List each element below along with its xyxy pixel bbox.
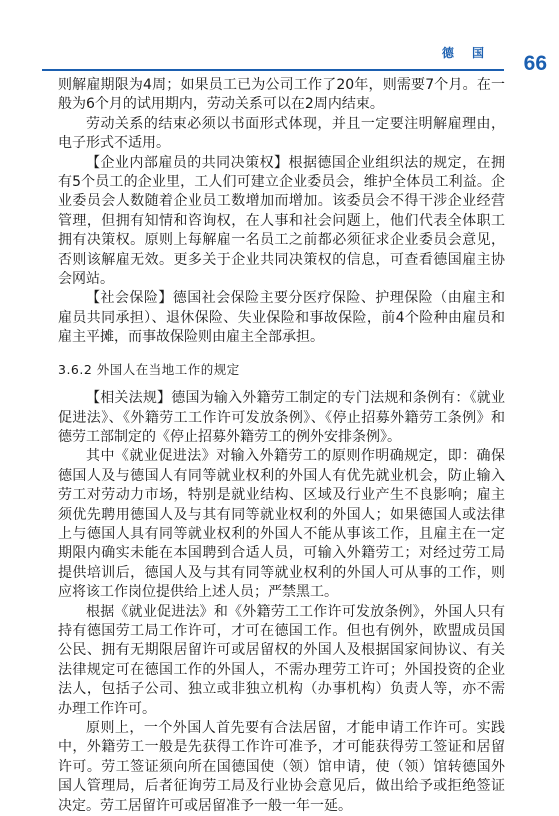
page-body (58, 76, 505, 816)
paragraph-codetermination: 【企业内部雇员的共同决策权】根据德国企业组织法的规定，在拥有5个员工的企业里，工人们可建立企业委员会，维护全体员工利益。企业委员会人数随着企业员工数增加而增加。该委员会不得干涉企业经营管理，但拥有知情和咨询权，在人事和社会问题上，他们代表全体职工拥有决策权。原则上每解雇一名员工之前都必须征求企业委员会意见，否则该解雇无效。更多关于企业共同决策权的信息，可查看德国雇主协会网站。 (58, 154, 505, 288)
page-number: 66 (523, 52, 547, 75)
chapter-title: 德 国 (441, 46, 491, 60)
paragraph-work-permit: 根据《就业促进法》和《外籍劳工工作许可发放条例》，外国人只有持有德国劳工局工作许可，才可在德国工作。但也有例外，欧盟成员国公民、拥有无期限居留许可或居留权的外国人及根据国家间协议、有关法律规定可在德国工作的外国人，不需办理劳工许可；外国投资的企业法人，包括子公司、独立或非独立机构（办事机构）负责人等，亦不需办理工作许可。 (58, 603, 505, 717)
header-divider (42, 69, 504, 71)
paragraph-employment-promotion: 其中《就业促进法》对输入外籍劳工的原则作明确规定，即：确保德国人及与德国人有同等就业权利的外国人有优先就业机会，防止输入劳工对劳动力市场，特别是就业结构、区域及行业产生不良影响；雇主须优先聘用德国人及与其有同等就业权利的外国人；如果德国人或法律上与德国人具有同等就业权利的外国人不能从事该工作，且雇主在一定期限内确实未能在本国聘到合适人员，可输入外籍劳工；对经过劳工局提供培训后，德国人及与其有同等就业权利的外国人可从事的工作，则应将该工作岗位提供给上述人员；严禁黑工。 (58, 448, 505, 601)
paragraph-continued: 则解雇期限为4周；如果员工已为公司工作了20年，则需要7个月。在一般为6个月的试用期内，劳动关系可以在2周内结束。 (58, 77, 505, 113)
paragraph-social-insurance: 【社会保险】德国社会保险主要分医疗保险、护理保险（由雇主和雇员共同承担）、退休保险、失业保险和事故保险，前4个险种由雇员和雇主平摊，而事故保险则由雇主全部承担。 (58, 290, 505, 346)
paragraph-residence: 原则上，一个外国人首先要有合法居留，才能申请工作许可。实践中，外籍劳工一般是先获得工作许可准予，才可能获得劳工签证和居留许可。劳工签证须向所在国德国使（领）馆申请，使（领）馆转德国外国人管理局，后者征询劳工局及行业协会意见后，做出给予或拒绝签证决定。劳工居留许可或居留准予一般一年一延。 (58, 720, 505, 814)
paragraph-termination-form: 劳动关系的结束必须以书面形式体现，并且一定要注明解雇理由，电子形式不适用。 (58, 115, 505, 152)
section-heading: 3.6.2 外国人在当地工作的规定 (58, 361, 240, 377)
paragraph-regulations: 【相关法规】德国为输入外籍劳工制定的专门法规和条例有：《就业促进法》、《外籍劳工工作许可发放条例》、《停止招募外籍劳工条例》和德劳工部制定的《停止招募外籍劳工的例外安排条例》。 (58, 390, 505, 445)
